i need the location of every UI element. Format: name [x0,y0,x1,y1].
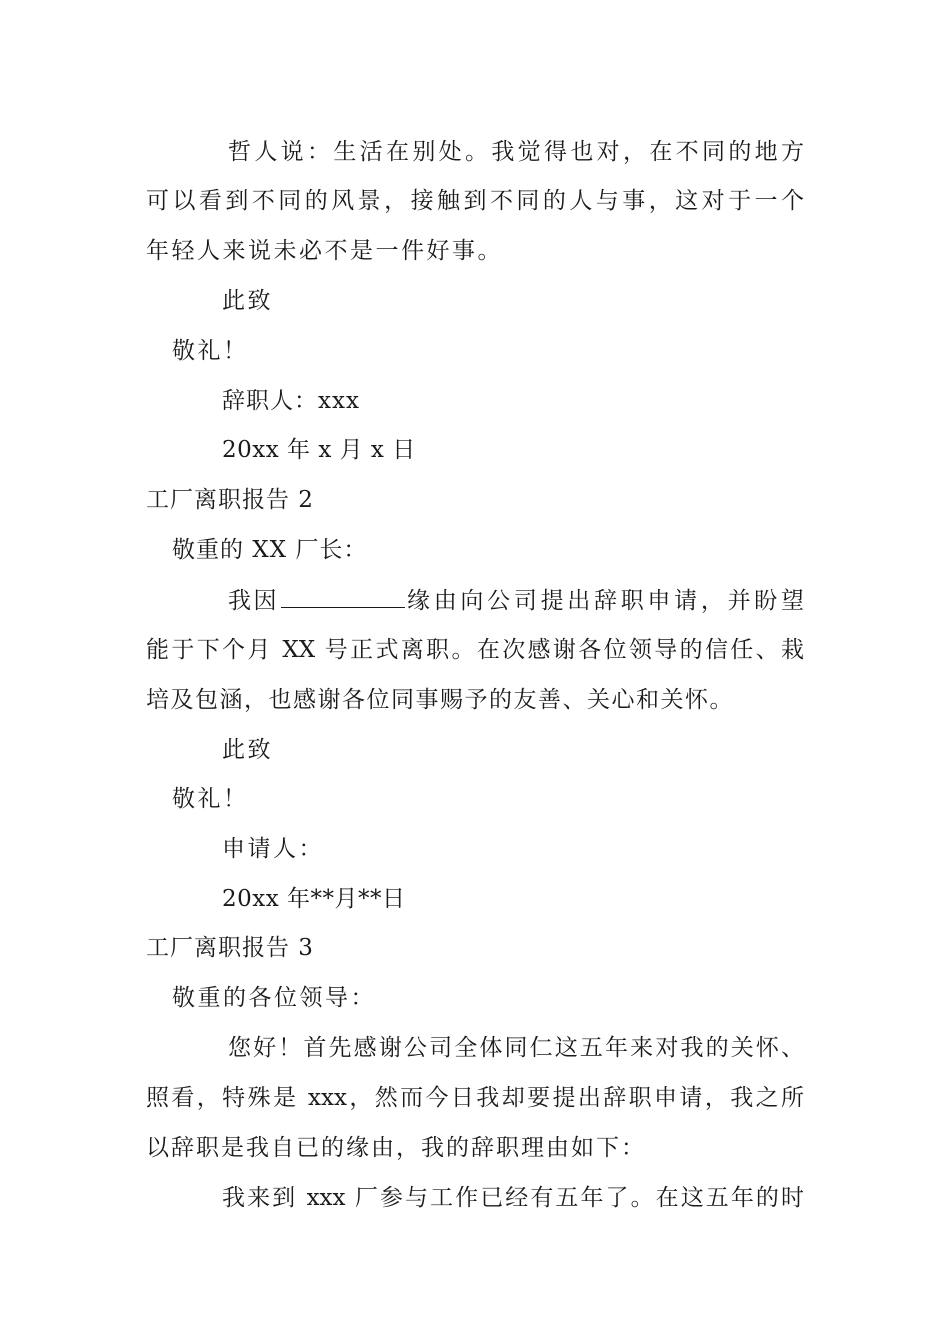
paragraph-line-with-blank [228,585,804,616]
fill-in-blank [281,585,405,608]
date-text: 20xx 年**月**日 [222,886,406,912]
closing-text: 此致 [222,288,273,314]
paragraph-line: 以辞职是我自已的缘由，我的辞职理由如下： [146,1135,646,1161]
paragraph-line: 我来到 xxx 厂参与工作已经有五年了。在这五年的时 [222,1185,804,1211]
section-title: 工厂离职报告 2 [146,487,314,513]
paragraph-line: 培及包涵，也感谢各位同事赐予的友善、关心和关怀。 [146,687,734,713]
paragraph-line: 可以看到不同的风景，接触到不同的人与事，这对于一个 [146,188,804,214]
signer-text: 申请人： [222,836,324,862]
signer-text: 辞职人：xxx [222,388,360,414]
paragraph-line: 照看，特殊是 xxx，然而今日我却要提出辞职申请，我之所 [146,1085,804,1111]
greeting-text: 敬重的各位领导： [172,985,376,1011]
paragraph-start: 我因 [228,588,279,614]
paragraph-line: 哲人说：生活在别处。我觉得也对，在不同的地方 [228,139,804,165]
paragraph-line: 能于下个月 XX 号正式离职。在次感谢各位领导的信任、栽 [146,637,804,663]
paragraph-end: 缘由向公司提出辞职申请，并盼望 [407,588,804,614]
date-text: 20xx 年 x 月 x 日 [222,437,416,463]
greeting-text: 敬重的 XX 厂长： [172,537,368,563]
salute-text: 敬礼！ [172,786,249,812]
paragraph-line: 您好！首先感谢公司全体同仁这五年来对我的关怀、 [228,1035,804,1061]
closing-text: 此致 [222,737,273,763]
salute-text: 敬礼！ [172,338,249,364]
section-title: 工厂离职报告 3 [146,935,314,961]
paragraph-line: 年轻人来说未必不是一件好事。 [146,238,503,264]
